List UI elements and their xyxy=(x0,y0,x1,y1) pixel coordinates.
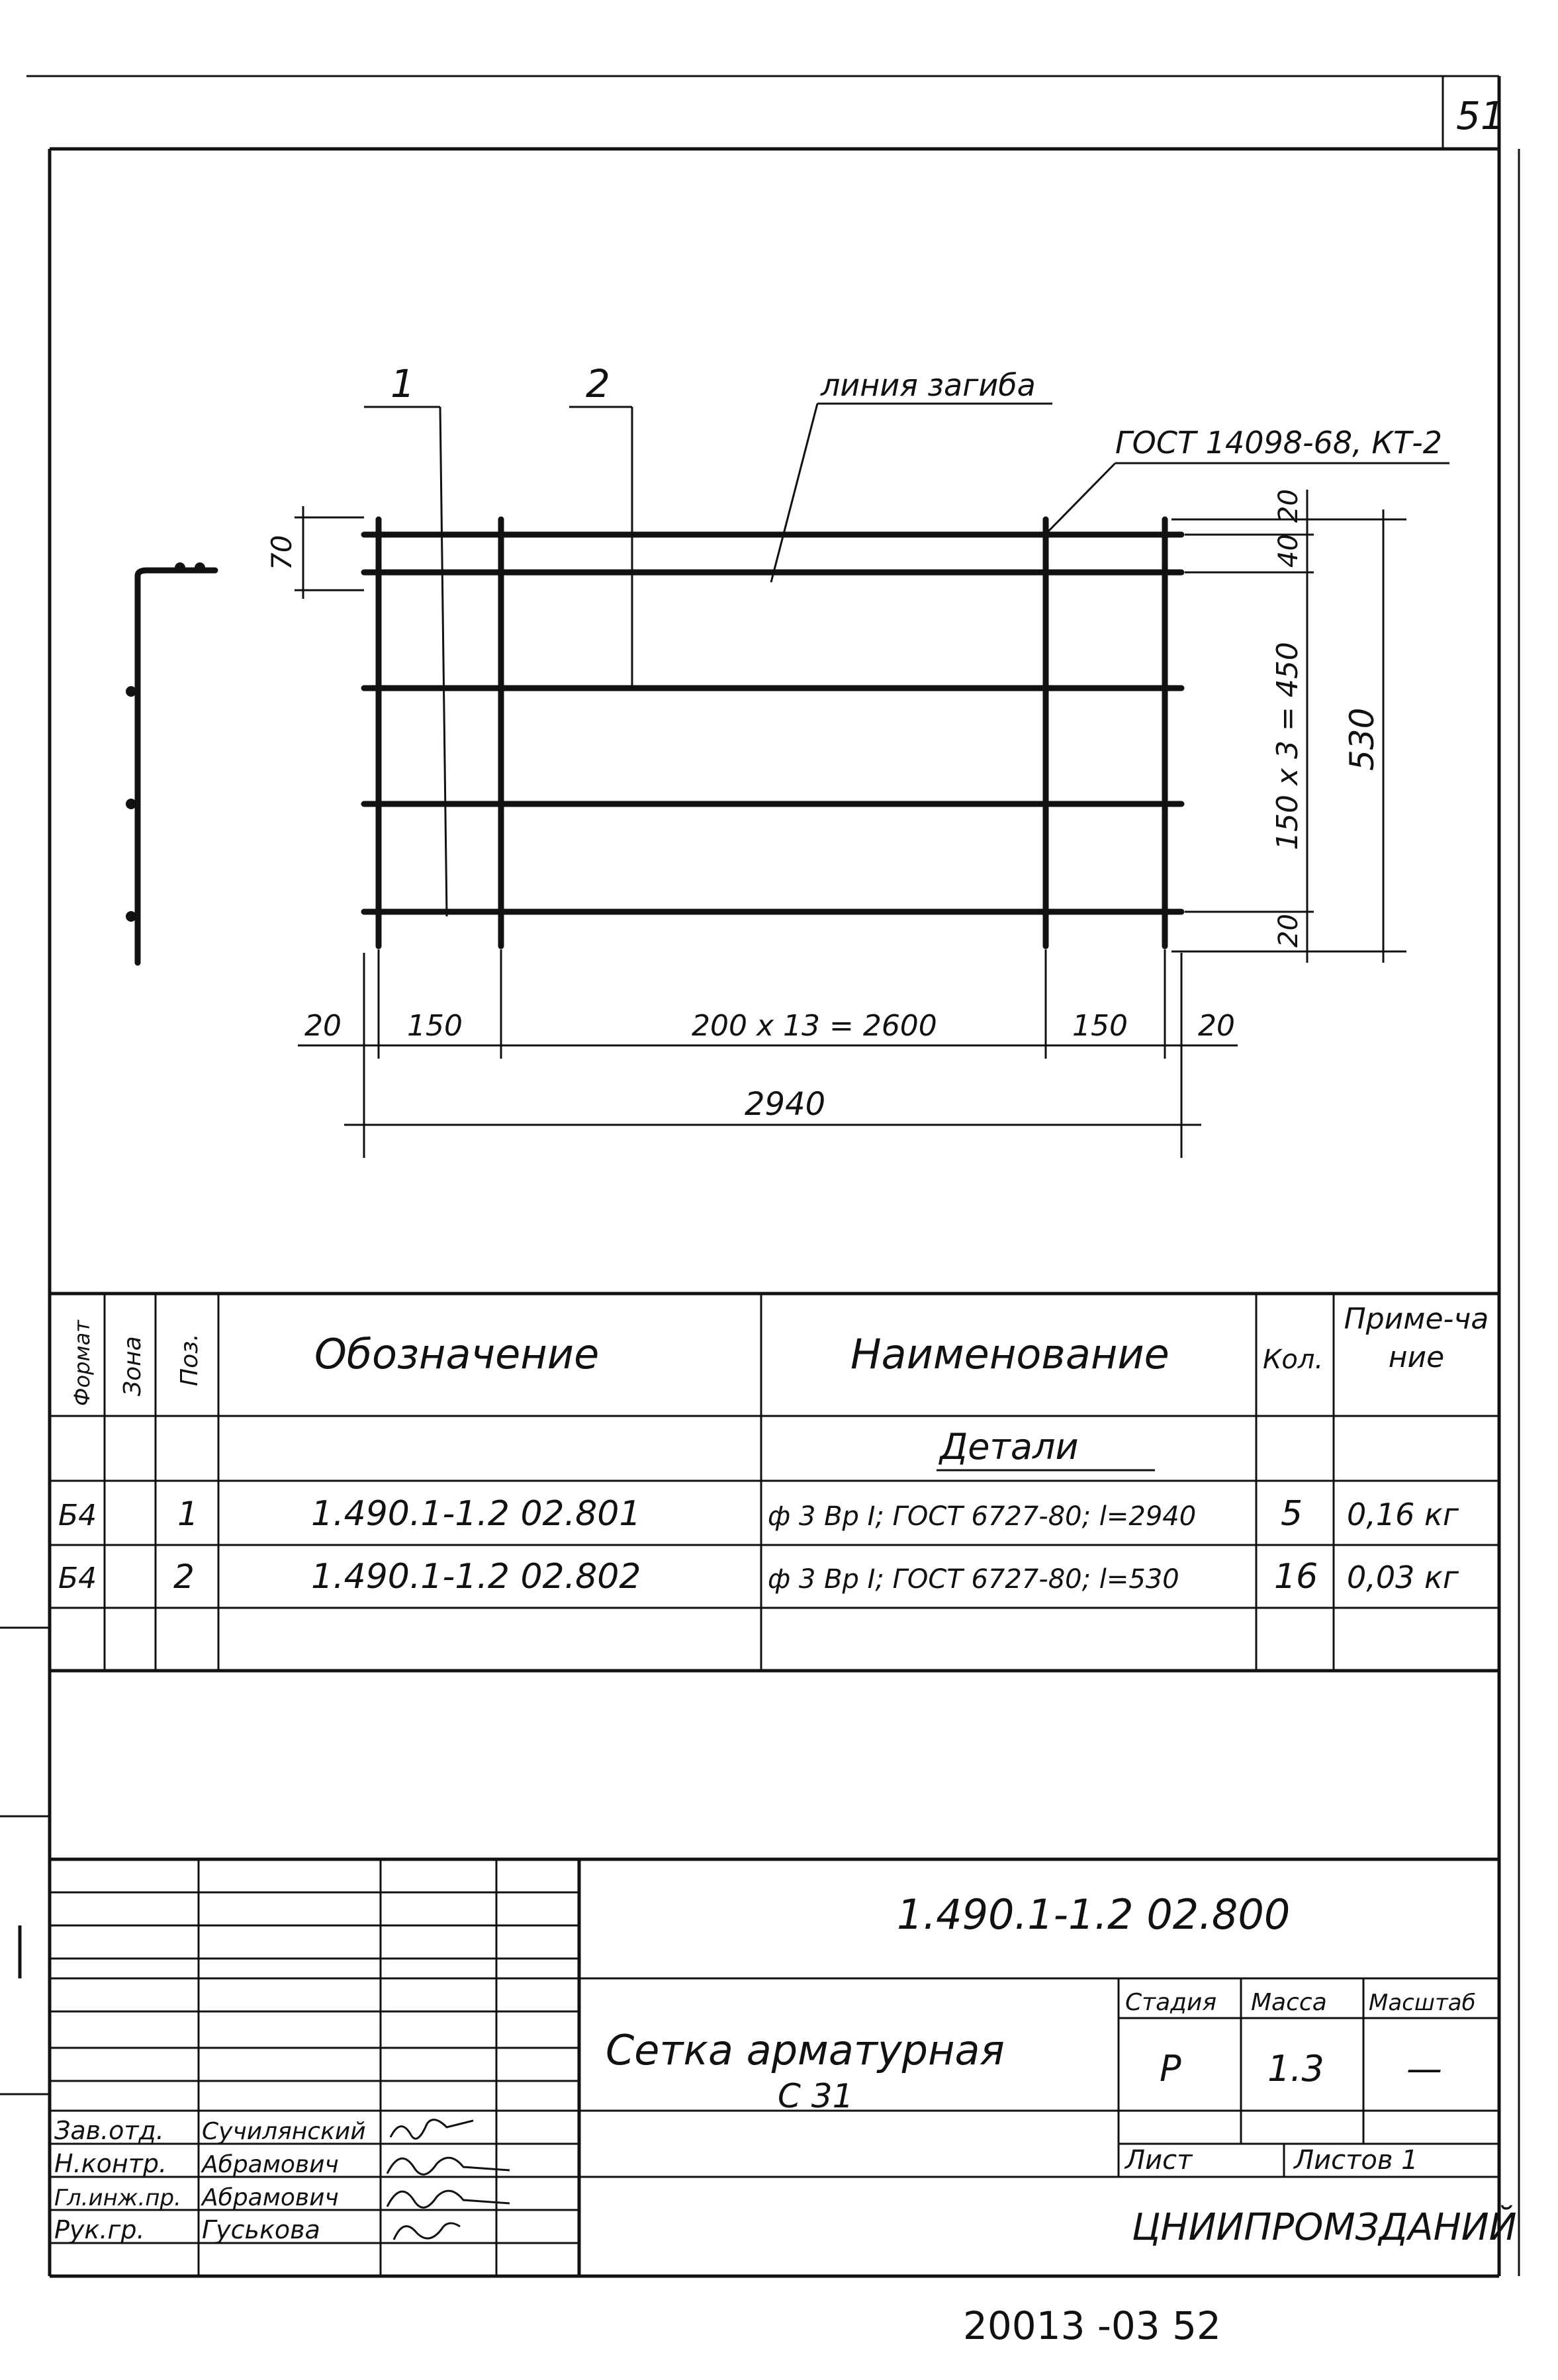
row-note: 0,03 кг xyxy=(1347,1560,1459,1595)
col-zone: Зона xyxy=(119,1336,146,1396)
mass-label: Масса xyxy=(1251,1989,1327,2016)
dim-left-edge: 20 xyxy=(304,1009,342,1043)
col-note: Приме-чание xyxy=(1344,1302,1489,1374)
leader-weld-standard: ГОСТ 14098-68, КТ-2 xyxy=(1115,425,1443,461)
weld-dot xyxy=(126,686,136,697)
dim-right-edge: 20 xyxy=(1198,1009,1235,1043)
row-name: ф 3 Вр I; ГОСТ 6727-80; l=2940 xyxy=(768,1501,1197,1532)
row-pos: 1 xyxy=(177,1495,199,1533)
signature-row xyxy=(54,2116,473,2145)
doc-title-line2: С 31 xyxy=(778,2077,854,2115)
organization: ЦНИИПРОМЗДАНИЙ xyxy=(1132,2206,1517,2249)
weld-dot xyxy=(126,911,136,922)
col-qty: Кол. xyxy=(1263,1344,1324,1375)
handwritten-signature xyxy=(390,2120,473,2139)
row-designation: 1.490.1-1.2 02.802 xyxy=(311,1557,641,1597)
signature-role: Гл.инж.пр. xyxy=(54,2185,181,2211)
signature-row xyxy=(54,2184,510,2211)
signature-role: Н.контр. xyxy=(54,2149,167,2178)
signature-name: Гуськова xyxy=(202,2215,320,2244)
scale-value: — xyxy=(1406,2048,1442,2090)
row-name: ф 3 Вр I; ГОСТ 6727-80; l=530 xyxy=(768,1564,1179,1595)
dim-left-height-label: 70 xyxy=(265,535,298,570)
signature-role: Рук.гр. xyxy=(54,2215,145,2244)
mesh-drawing xyxy=(126,361,1449,1158)
stage-label: Стадия xyxy=(1125,1989,1217,2016)
sheet-label: Лист xyxy=(1125,2145,1193,2176)
col-designation: Обозначение xyxy=(314,1330,600,1378)
doc-title-line1: Сетка арматурная xyxy=(606,2026,1005,2074)
row-qty: 5 xyxy=(1281,1494,1303,1534)
signature-row xyxy=(54,2215,460,2244)
weld-dot xyxy=(195,562,205,573)
dim-right-gap: 150 xyxy=(1072,1009,1128,1043)
dim-bottom-offset: 20 xyxy=(1273,914,1304,948)
signature-name: Абрамович xyxy=(202,2151,339,2178)
spec-row xyxy=(58,1557,1459,1597)
handwritten-signature xyxy=(387,2191,510,2207)
dim-top-offset: 20 xyxy=(1273,489,1304,523)
sheets-label: Листов 1 xyxy=(1294,2145,1418,2176)
weld-dot xyxy=(175,562,185,573)
dim-left-height xyxy=(295,506,364,599)
transverse-bars xyxy=(379,519,1165,946)
leader-pos2: 2 xyxy=(586,361,610,406)
handwritten-signature xyxy=(394,2223,460,2240)
leader-bend-line: линия загиба xyxy=(821,367,1036,403)
signature-row xyxy=(54,2149,510,2178)
dim-middle-width: 200 x 13 = 2600 xyxy=(692,1009,937,1043)
col-note-cell xyxy=(1337,1300,1496,1413)
footer-code: 20013 -03 52 xyxy=(963,2303,1221,2348)
col-name: Наименование xyxy=(850,1330,1169,1378)
row-qty: 16 xyxy=(1274,1557,1318,1597)
signature-role: Зав.отд. xyxy=(54,2116,164,2145)
dim-total-width: 2940 xyxy=(745,1086,826,1123)
dim-total-height: 530 xyxy=(1343,707,1381,771)
leader-pos1: 1 xyxy=(390,361,415,406)
doc-code: 1.490.1-1.2 02.800 xyxy=(897,1890,1291,1939)
row-pos: 2 xyxy=(173,1558,195,1596)
sheet-number: 51 xyxy=(1456,93,1505,138)
row-note: 0,16 кг xyxy=(1347,1497,1459,1532)
row-format: Б4 xyxy=(58,1562,97,1595)
row-format: Б4 xyxy=(58,1499,97,1532)
sheet-frame xyxy=(0,76,1519,2276)
scale-label: Масштаб xyxy=(1369,1990,1476,2016)
dim-middle-span: 150 x 3 = 450 xyxy=(1271,642,1305,850)
spec-row xyxy=(58,1494,1459,1534)
mass-value: 1.3 xyxy=(1267,2048,1324,2090)
weld-dot xyxy=(126,799,136,809)
side-section-view xyxy=(126,562,215,963)
stage-value: Р xyxy=(1160,2048,1181,2090)
longitudinal-bars xyxy=(364,535,1181,912)
dim-second-offset: 40 xyxy=(1273,534,1304,568)
col-format: Формат xyxy=(69,1320,95,1406)
row-designation: 1.490.1-1.2 02.801 xyxy=(311,1494,641,1534)
signature-name: Абрамович xyxy=(202,2184,339,2211)
signature-name: Сучилянский xyxy=(202,2118,366,2145)
handwritten-signature xyxy=(387,2158,510,2174)
dim-bottom-chain xyxy=(298,949,1238,1158)
dim-left-gap: 150 xyxy=(407,1009,463,1043)
col-pos: Поз. xyxy=(176,1333,203,1386)
section-details: Детали xyxy=(940,1426,1079,1468)
